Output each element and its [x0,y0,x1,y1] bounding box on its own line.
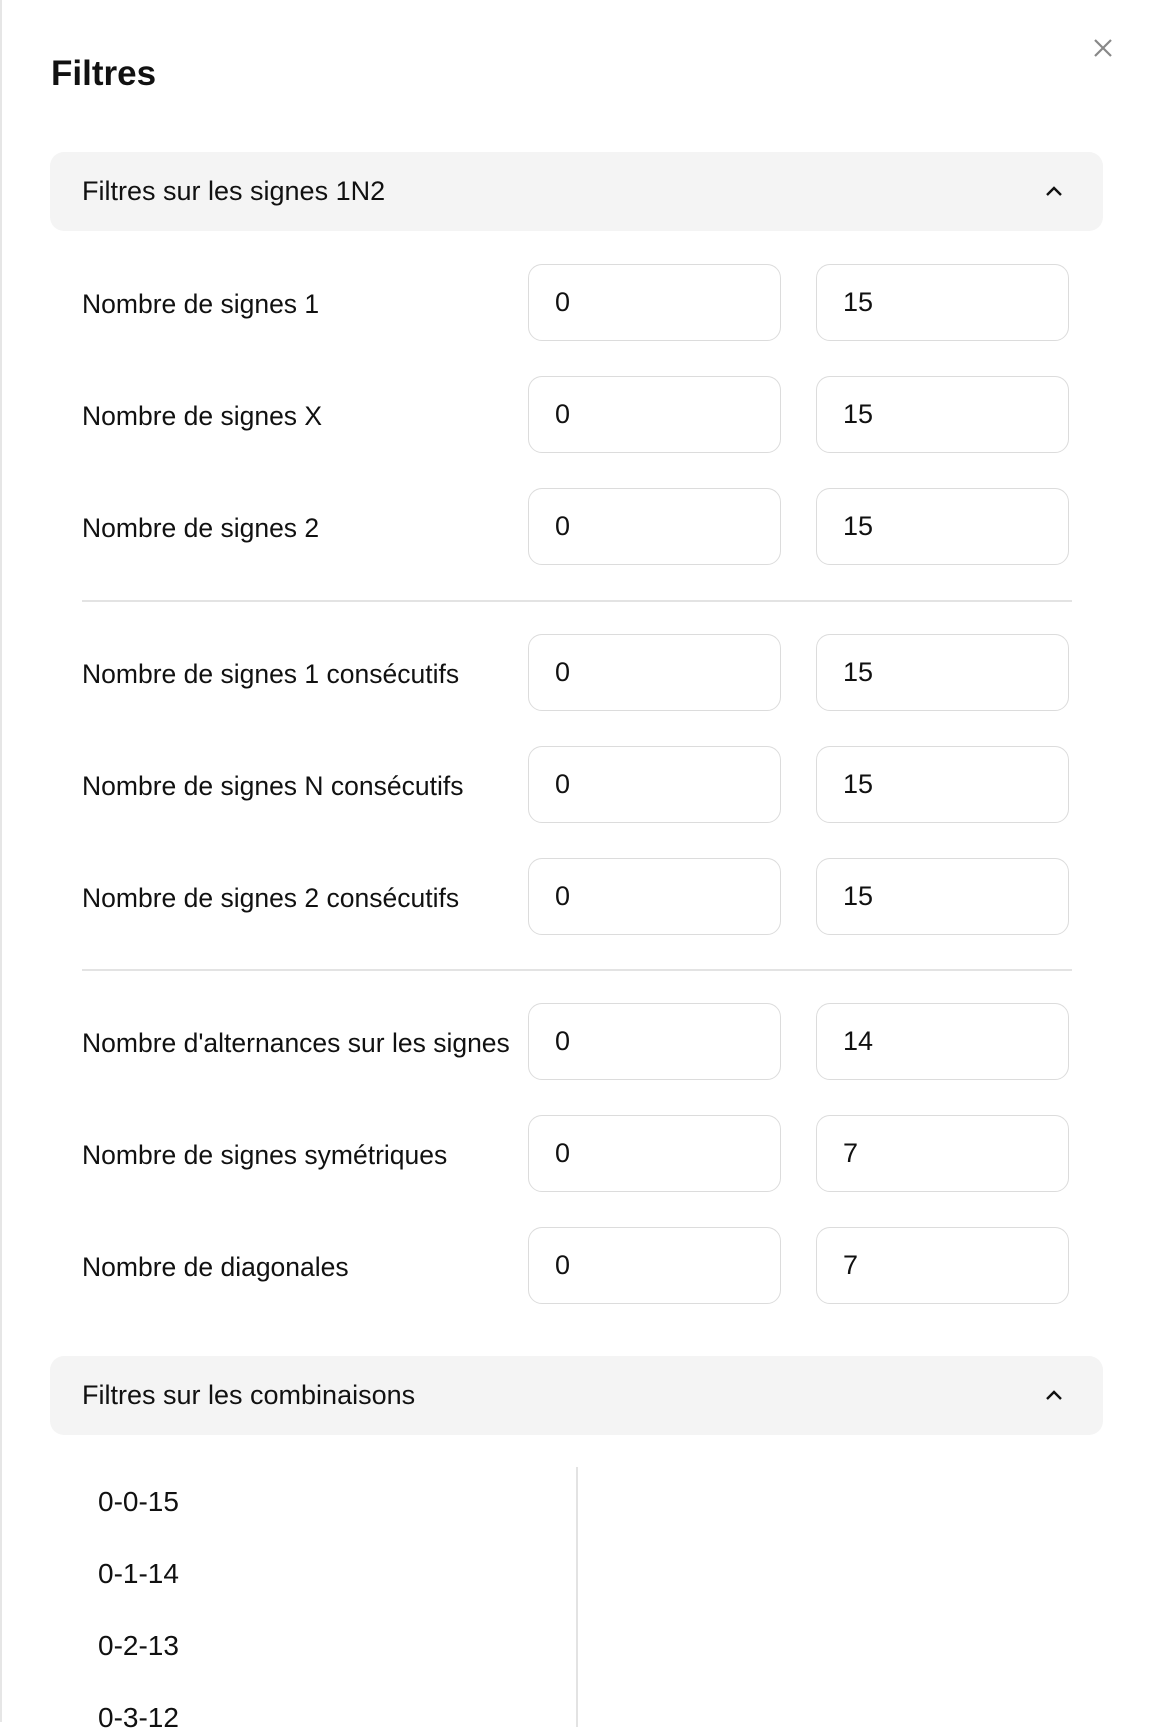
list-divider [576,1467,578,1727]
min-input[interactable] [528,376,781,453]
filter-row [0,634,1152,713]
max-input[interactable] [816,1115,1069,1192]
combination-item[interactable]: 0-2-13 [98,1630,179,1661]
filter-label: Nombre de signes N consécutifs [82,770,464,801]
filter-row [0,746,1152,825]
max-input[interactable] [816,1227,1069,1304]
max-input[interactable] [816,1003,1069,1080]
divider [82,600,1072,602]
filter-label: Nombre de diagonales [82,1251,349,1282]
filter-label: Nombre de signes 1 [82,288,320,319]
filter-label: Nombre de signes X [82,400,323,431]
min-input[interactable] [528,264,781,341]
filter-row [0,1115,1152,1194]
combination-item[interactable]: 0-0-15 [98,1486,179,1517]
min-input[interactable] [528,1227,781,1304]
min-input[interactable] [528,858,781,935]
max-input[interactable] [816,634,1069,711]
accordion-signes-1n2[interactable] [50,152,1103,231]
min-input[interactable] [528,488,781,565]
chevron-up-icon [1043,180,1065,202]
filter-label: Nombre de signes 1 consécutifs [82,658,460,689]
filter-label: Nombre de signes symétriques [82,1139,448,1170]
max-input[interactable] [816,746,1069,823]
filter-label: Nombre d'alternances sur les signes [82,1027,510,1058]
filter-row [0,1003,1152,1082]
divider [82,969,1072,971]
max-input[interactable] [816,488,1069,565]
filter-row [0,376,1152,455]
max-input[interactable] [816,264,1069,341]
chevron-up-icon [1043,1384,1065,1406]
filter-row [0,264,1152,343]
filter-label: Nombre de signes 2 [82,512,320,543]
panel-title: Filtres [51,54,157,93]
filter-row [0,1227,1152,1306]
min-input[interactable] [528,746,781,823]
min-input[interactable] [528,634,781,711]
accordion-label: Filtres sur les signes 1N2 [82,176,386,206]
accordion-combinaisons[interactable] [50,1356,1103,1435]
filter-row [0,488,1152,567]
accordion-label: Filtres sur les combinaisons [82,1380,416,1410]
combination-item[interactable]: 0-1-14 [98,1558,179,1589]
min-input[interactable] [528,1115,781,1192]
min-input[interactable] [528,1003,781,1080]
filter-row [0,858,1152,937]
max-input[interactable] [816,858,1069,935]
close-icon[interactable] [1088,33,1118,63]
combination-item[interactable]: 0-3-12 [98,1702,179,1733]
filter-label: Nombre de signes 2 consécutifs [82,882,460,913]
max-input[interactable] [816,376,1069,453]
